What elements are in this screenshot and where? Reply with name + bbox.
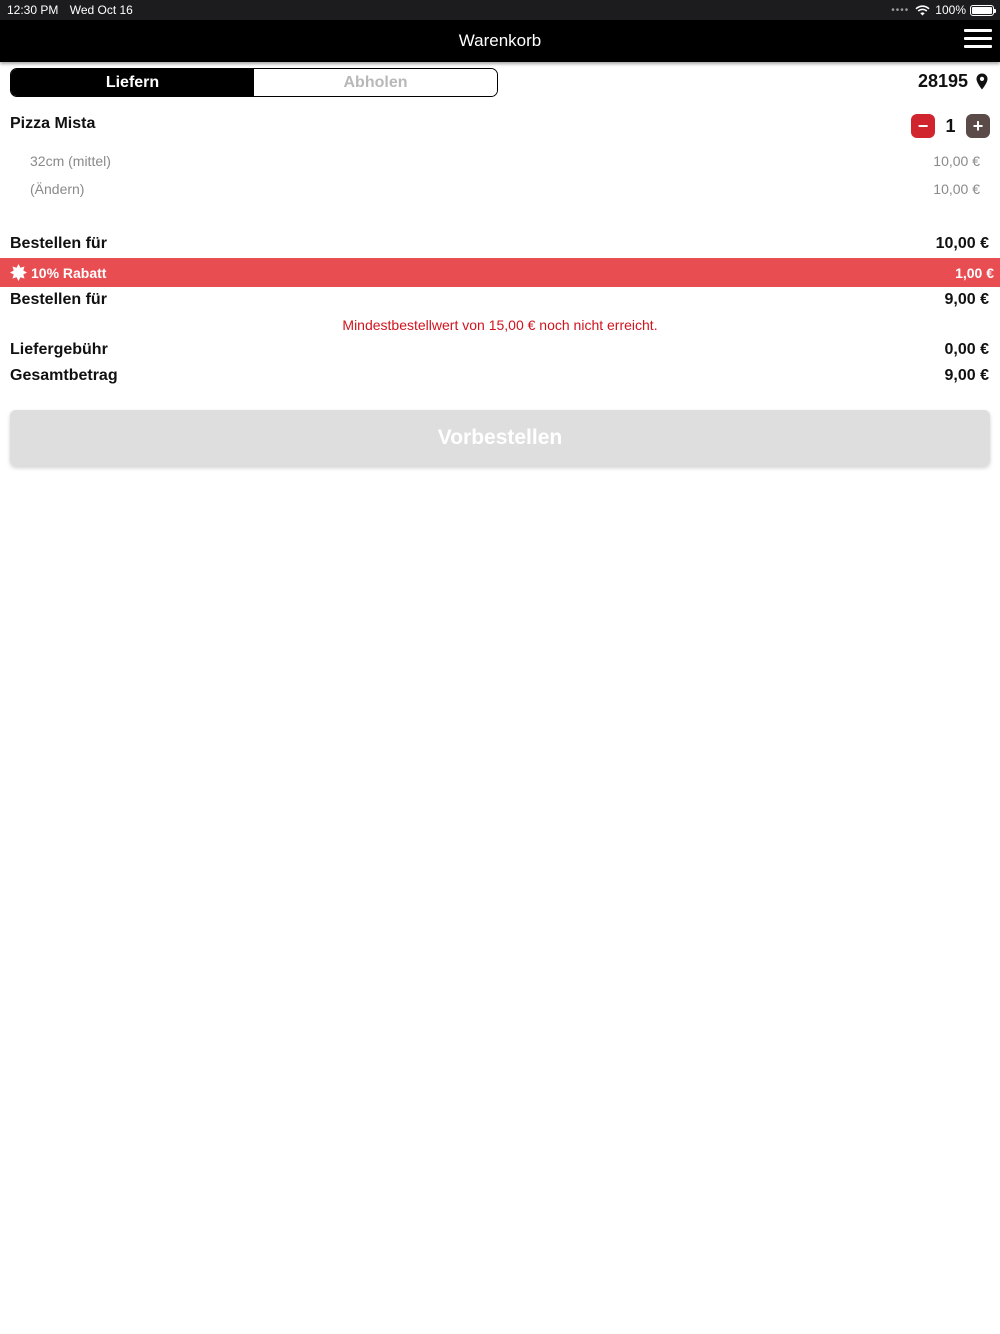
item-option-price: 10,00 € (933, 153, 980, 169)
quantity-stepper (911, 114, 990, 138)
status-time-date (7, 3, 141, 17)
delivery-fee-value: 0,00 € (944, 341, 989, 358)
page-title: Warenkorb (458, 31, 542, 50)
discounted-subtotal-value: 9,00 € (944, 291, 989, 308)
discount-value: 1,00 € (955, 264, 994, 281)
discounted-subtotal-label: Bestellen für (10, 291, 107, 308)
discounted-subtotal-row (10, 291, 989, 309)
battery-icon (970, 5, 994, 16)
subtotal-label: Bestellen für (10, 235, 107, 252)
total-value: 9,00 € (944, 367, 989, 384)
status-indicators (891, 3, 994, 17)
cart-item-name: Pizza Mista (10, 115, 96, 132)
minus-icon: − (917, 116, 929, 136)
total-label: Gesamtbetrag (10, 367, 118, 384)
delivery-fee-label: Liefergebühr (10, 341, 108, 358)
deliver-tab[interactable]: Liefern (11, 69, 254, 96)
pickup-tab[interactable]: Abholen (254, 69, 497, 96)
status-time: 12:30 PM (7, 3, 59, 17)
discount-bar (0, 258, 1000, 287)
quantity-value: 1 (945, 115, 956, 136)
status-date: Wed Oct 16 (69, 3, 133, 17)
decrease-quantity-button[interactable] (911, 114, 935, 138)
change-option-link[interactable]: (Ändern) (30, 181, 85, 197)
signal-dots-icon: •••• (891, 4, 910, 16)
battery-percentage: 100% (935, 3, 966, 17)
wifi-icon (915, 5, 930, 16)
item-option-price: 10,00 € (933, 181, 980, 197)
item-option-label: 32cm (mittel) (30, 153, 111, 169)
subtotal-row (10, 235, 989, 253)
status-bar (0, 0, 1000, 20)
navigation-bar (0, 20, 1000, 62)
minimum-order-notice: Mindestbestellwert von 15,00 € noch nicht erreicht. (342, 317, 658, 333)
increase-quantity-button[interactable] (966, 114, 990, 138)
delivery-fee-row (10, 341, 989, 359)
plus-icon: + (972, 116, 984, 136)
discount-label-group (10, 264, 106, 281)
subtotal-value: 10,00 € (935, 235, 989, 252)
item-option-row[interactable] (30, 181, 980, 197)
zip-code-selector[interactable] (918, 71, 988, 92)
zip-code: 28195 (917, 71, 968, 91)
delivery-mode-toggle (10, 68, 498, 97)
discount-badge-icon (10, 264, 27, 281)
total-row (10, 367, 989, 385)
menu-icon[interactable] (964, 29, 992, 51)
item-option-row (30, 153, 980, 169)
location-pin-icon (976, 73, 988, 90)
discount-label: 10% Rabatt (31, 264, 107, 281)
preorder-button[interactable]: Vorbestellen (10, 410, 990, 466)
